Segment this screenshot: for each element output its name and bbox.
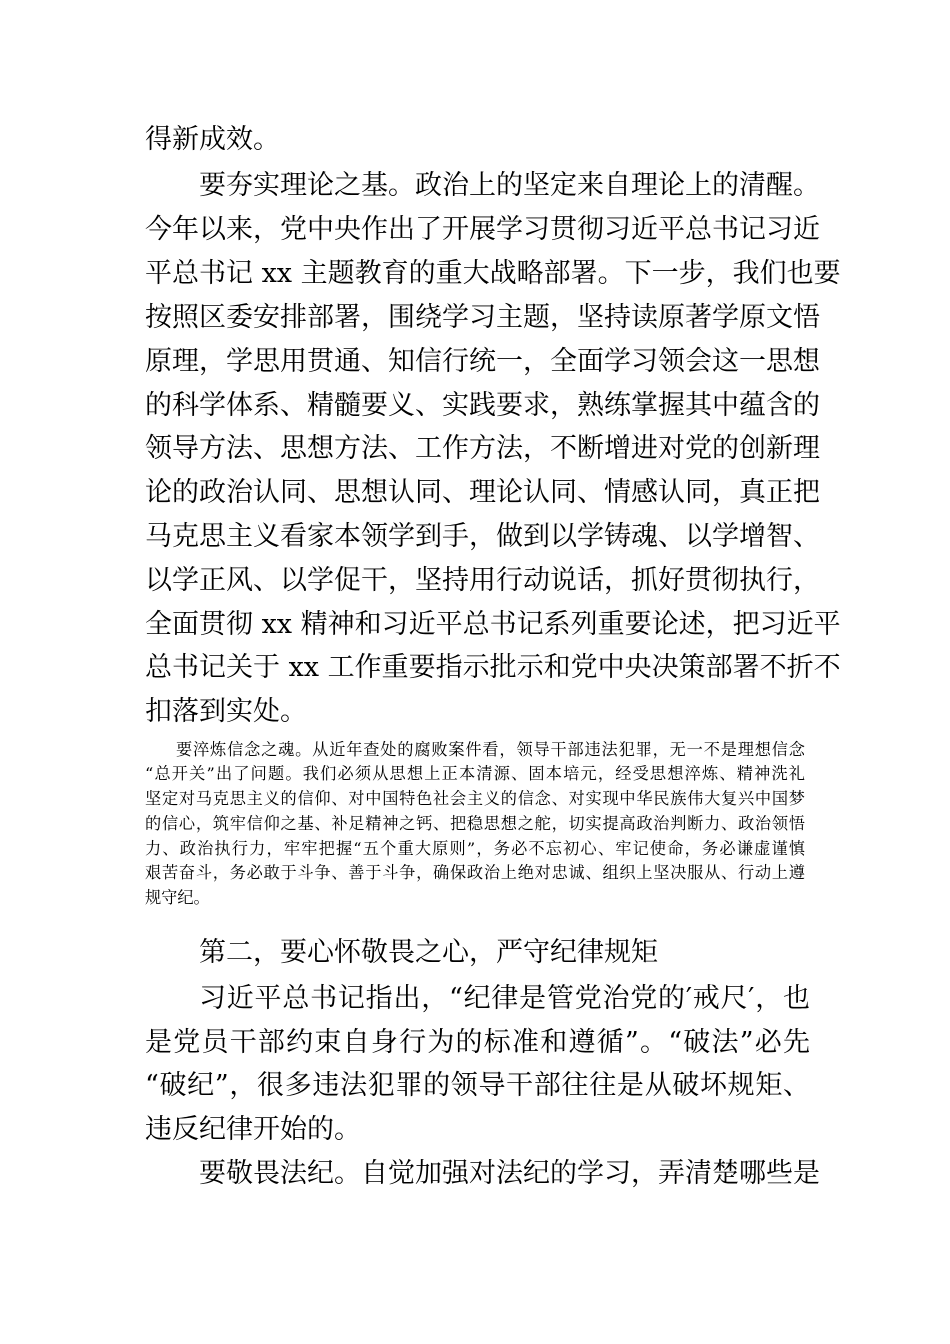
body-line: 按照区委安排部署，围绕学习主题，坚持读原著学原文悟 — [145, 302, 820, 333]
body-line: 的科学体系、精髓要义、实践要求，熟练掌握其中蕴含的 — [145, 390, 820, 421]
body-line: 以学正风、以学促干，坚持用行动说话，抓好贯彻执行， — [145, 565, 820, 596]
small-body-line: 规守纪。 — [145, 888, 210, 907]
small-body-line: 的信心，筑牢信仰之基、补足精神之钙、把稳思想之舵，切实提高政治判断力、政治领悟 — [145, 814, 805, 833]
body-line: 是党员干部约束自身行为的标准和遵循”。“破法”必先 — [145, 1027, 810, 1058]
small-body-line: “总开关”出了问题。我们必须从思想上正本清源、固本培元，经受思想淬炼、精神洗礼 — [145, 764, 805, 783]
body-line: 领导方法、思想方法、工作方法，不断增进对党的创新理 — [145, 433, 820, 464]
paragraph-first-line: 习近平总书记指出，“纪律是管党治党的′戒尺′，也 — [199, 983, 810, 1014]
body-line: 论的政治认同、思想认同、理论认同、情感认同，真正把 — [145, 477, 820, 508]
small-body-line: 艰苦奋斗，务必敢于斗争、善于斗争，确保政治上绝对忠诚、组织上坚决服从、行动上遵 — [145, 863, 805, 882]
body-line: 扣落到实处。 — [145, 696, 307, 727]
body-line: 今年以来，党中央作出了开展学习贯彻习近平总书记习近 — [145, 214, 820, 245]
body-line: “破纪”，很多违法犯罪的领导干部往往是从破坏规矩、 — [145, 1070, 810, 1101]
body-line: 违反纪律开始的。 — [145, 1114, 361, 1145]
small-body-line: 力、政治执行力，牢牢把握“五个重大原则”，务必不忘初心、牢记使命，务必谦虚谨慎 — [145, 839, 805, 858]
section-heading: 第二，要心怀敬畏之心，严守纪律规矩 — [199, 937, 658, 968]
small-body-line: 坚定对马克思主义的信仰、对中国特色社会主义的信念、对实现中华民族伟大复兴中国梦 — [145, 789, 805, 808]
body-line: 得新成效。 — [145, 124, 280, 155]
paragraph-first-line: 要敬畏法纪。自觉加强对法纪的学习，弄清楚哪些是 — [199, 1158, 820, 1189]
small-paragraph-first-line: 要淬炼信念之魂。从近年查处的腐败案件看，领导干部违法犯罪，无一不是理想信念 — [176, 740, 805, 759]
body-line: 总书记关于 xx 工作重要指示批示和党中央决策部署不折不 — [145, 652, 841, 683]
body-line: 平总书记 xx 主题教育的重大战略部署。下一步，我们也要 — [145, 258, 841, 289]
paragraph-first-line: 要夯实理论之基。政治上的坚定来自理论上的清醒。 — [199, 170, 820, 201]
body-line: 全面贯彻 xx 精神和习近平总书记系列重要论述，把习近平 — [145, 609, 841, 640]
body-line: 原理，学思用贯通、知信行统一，全面学习领会这一思想 — [145, 346, 820, 377]
body-line: 马克思主义看家本领学到手，做到以学铸魂、以学增智、 — [145, 521, 820, 552]
